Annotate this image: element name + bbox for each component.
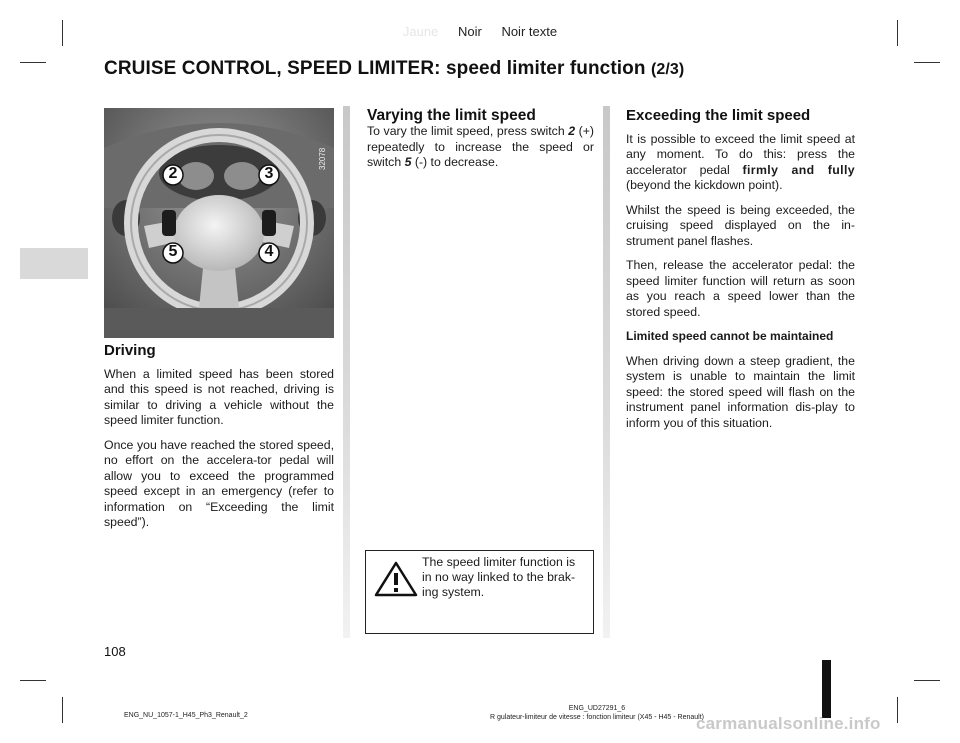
callout-3 bbox=[258, 164, 280, 191]
footer-watermark: carmanualsonline.info bbox=[696, 714, 881, 733]
print-color-bar bbox=[0, 24, 960, 39]
varying-text-c: (+) repeatedly to increase the speed or switch bbox=[367, 124, 594, 169]
callout-2 bbox=[162, 164, 184, 191]
callout-5 bbox=[162, 242, 184, 269]
callout-label-5: 5 bbox=[168, 243, 178, 260]
warning-text: The speed limiter function is in no way linked to the brak-ing system. bbox=[422, 555, 576, 599]
photo-reference: 32078 bbox=[318, 147, 327, 170]
switch-5-ref: 5 bbox=[404, 155, 412, 169]
crop-mark bbox=[914, 680, 940, 681]
varying-paragraph bbox=[367, 124, 594, 171]
driving-paragraph-1: When a limited speed has been stored and this speed is not reached, driving is similar to driving a vehicle without the speed limiter function. bbox=[104, 366, 334, 427]
color-label-noir: Noir bbox=[457, 24, 482, 39]
crop-mark bbox=[62, 697, 63, 723]
exceeding-paragraph-4: When driving down a steep gradient, the system is unable to maintain the limit speed: the stored speed will flash on the instrument panel information dis-play to inform you of this situation. bbox=[626, 353, 855, 430]
exceeding-text-a: It is possible to exceed the limit speed at any moment. To do this: press the accelerator pedal bbox=[626, 131, 855, 177]
column-divider bbox=[603, 106, 610, 638]
page-title-main: CRUISE CONTROL, SPEED LIMITER: speed limiter function bbox=[104, 58, 646, 79]
callout-4 bbox=[258, 242, 280, 269]
page-title-part: (2/3) bbox=[650, 61, 685, 78]
footer-left-ref: ENG_NU_1057-1_H45_Ph3_Renault_2 bbox=[124, 712, 248, 719]
heading-exceeding-limit-speed: Exceeding the limit speed bbox=[626, 107, 811, 124]
crop-mark bbox=[20, 62, 46, 63]
chapter-side-tab bbox=[20, 248, 88, 279]
color-label-noir-texte: Noir texte bbox=[501, 24, 558, 39]
footer-right-line-2: R gulateur-limiteur de vitesse : fonction limiteur (X45 - H45 - Renault) bbox=[490, 714, 704, 721]
heading-varying-limit-speed: Varying the limit speed bbox=[367, 107, 536, 124]
callout-label-2: 2 bbox=[168, 165, 178, 182]
exceeding-paragraph-1 bbox=[626, 132, 855, 194]
page-title bbox=[104, 58, 684, 80]
varying-text-a: To vary the limit speed, press switch bbox=[367, 124, 569, 138]
firmly-and-fully: firmly and fully bbox=[742, 162, 855, 177]
exceeding-paragraph-2: Whilst the speed is being exceeded, the cruising speed displayed on the in-strument panel flashes. bbox=[626, 202, 855, 248]
exceeding-text-c: (beyond the kickdown point). bbox=[626, 178, 783, 192]
warning-box bbox=[365, 550, 594, 634]
crop-mark bbox=[914, 62, 940, 63]
page-number: 108 bbox=[104, 644, 126, 659]
steering-wheel-illustration bbox=[104, 108, 334, 338]
switch-2-ref: 2 bbox=[568, 124, 576, 138]
exceeding-paragraph-3: Then, release the accelerator pedal: the speed limiter function will return as soon as you reach a speed lower than the stored speed. bbox=[626, 258, 855, 319]
photo-reference-wrap bbox=[318, 136, 330, 172]
column-divider bbox=[343, 106, 350, 638]
color-label-jaune: Jaune bbox=[402, 24, 439, 39]
thumb-index-bar bbox=[822, 660, 831, 718]
footer-right-line-1: ENG_UD27291_6 bbox=[568, 705, 626, 712]
column-exceeding-limit-speed bbox=[626, 108, 855, 440]
driving-paragraph-2: Once you have reached the stored speed, no effort on the accelera-tor pedal will allow you to exceed the programmed speed except in an emergency (refer to information on “Exceeding the limit speed”). bbox=[104, 437, 334, 529]
warning-triangle-icon bbox=[374, 561, 418, 597]
heading-driving: Driving bbox=[104, 342, 156, 359]
crop-mark bbox=[20, 680, 46, 681]
callout-label-4: 4 bbox=[264, 243, 274, 260]
footer-right-ref bbox=[490, 704, 704, 722]
column-varying-limit-speed bbox=[367, 108, 594, 171]
steering-wheel-photo bbox=[104, 108, 334, 338]
callout-label-3: 3 bbox=[264, 165, 274, 182]
crop-mark bbox=[897, 697, 898, 723]
subheading-cannot-maintain: Limited speed cannot be maintained bbox=[626, 329, 834, 343]
varying-text-e: (-) to decrease. bbox=[411, 155, 499, 169]
column-driving bbox=[104, 343, 334, 540]
